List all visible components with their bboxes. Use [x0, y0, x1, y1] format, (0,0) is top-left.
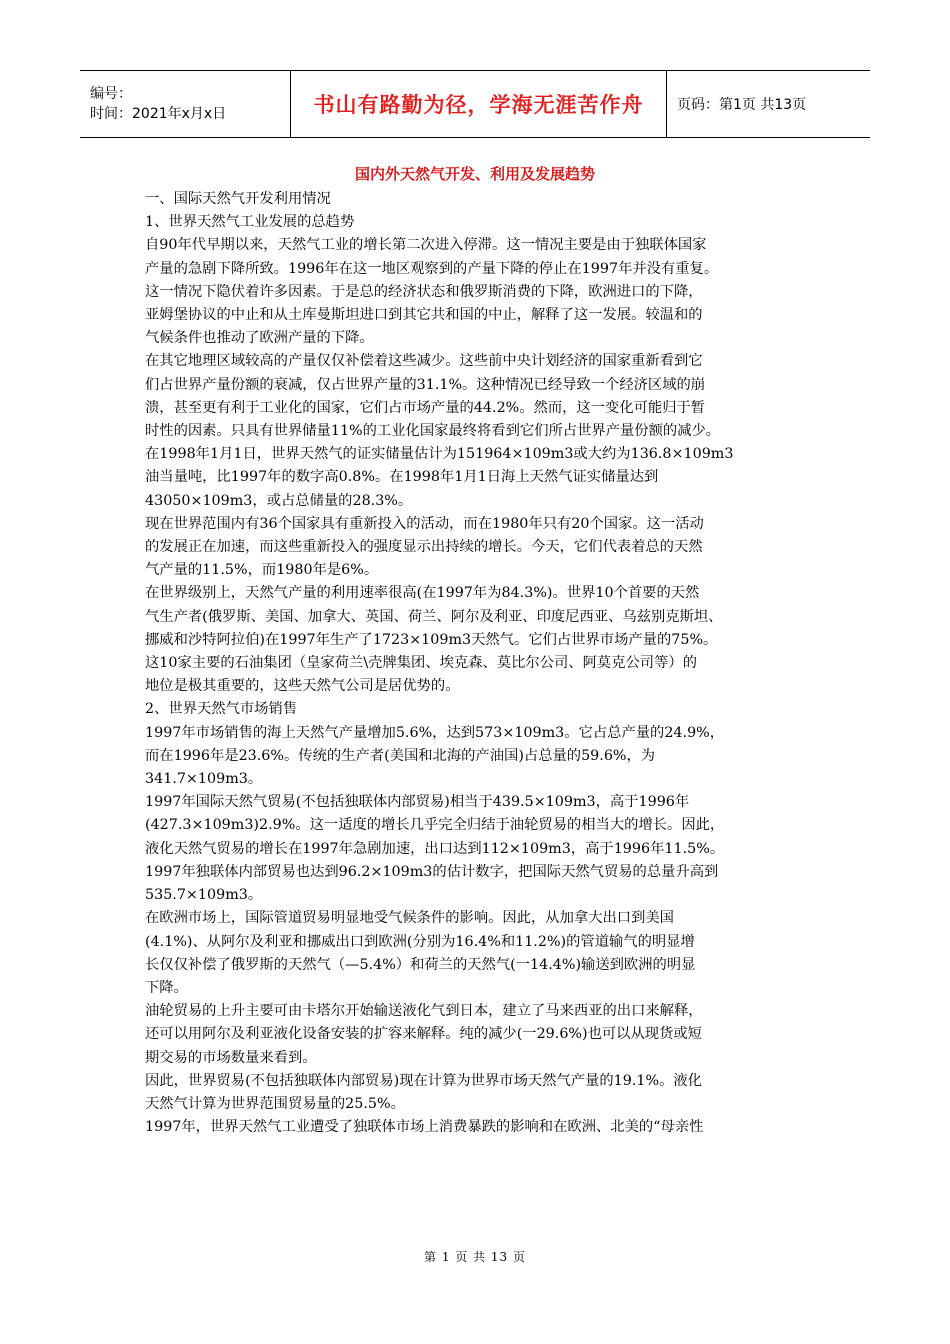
header-motto-cell [291, 71, 667, 137]
text-line: 期交易的市场数量来看到。 [145, 1049, 317, 1066]
text-line: 下降。 [145, 979, 188, 996]
text-line: 535.7×109m3。 [145, 887, 263, 904]
text-line: 还可以用阿尔及利亚液化设备安装的扩容来解释。纯的减少(一29.6%)也可以从现货或短 [145, 1026, 702, 1043]
text-line: 这10家主要的石油集团（皇家荷兰\壳牌集团、埃克森、莫比尔公司、阿莫克公司等）的 [145, 655, 697, 672]
header-left-cell [80, 71, 291, 137]
text-line: 气生产者(俄罗斯、美国、加拿大、英国、荷兰、阿尔及利亚、印度尼西亚、乌兹别克斯坦、 [145, 608, 723, 625]
text-line: 自90年代早期以来，天然气工业的增长第二次进入停滞。这一情况主要是由于独联体国家 [145, 237, 707, 254]
text-line: 的发展正在加速，而这些重新投入的强度显示出持续的增长。今天，它们代表着总的天然 [145, 539, 703, 556]
text-line: 产量的急剧下降所致。1996年在这一地区观察到的产量下降的停止在1997年并没有重复。 [145, 260, 719, 277]
text-line: 亚姆堡协议的中止和从土库曼斯坦进口到其它共和国的中止，解释了这一发展。较温和的 [145, 307, 703, 324]
text-line: 43050×109m3，或占总储量的28.3%。 [145, 492, 413, 509]
motto-text: 书山有路勤为径，学海无涯苦作舟 [313, 93, 644, 117]
text-line: 时性的因素。只具有世界储量11%的工业化国家最终将看到它们所占世界产量份额的减少。 [145, 423, 721, 440]
text-line: 现在世界范围内有36个国家具有重新投入的活动，而在1980年只有20个国家。这一活动 [145, 515, 704, 532]
text-line: 液化天然气贸易的增长在1997年急剧加速，出口达到112×109m3，高于1996年11.5%。 [145, 840, 725, 857]
text-line: 341.7×109m3。 [145, 771, 263, 788]
text-line: 在欧洲市场上，国际管道贸易明显地受气候条件的影响。因此，从加拿大出口到美国 [145, 910, 674, 927]
text-line: 在世界级别上，天然气产量的利用速率很高(在1997年为84.3%)。世界10个首要的天然 [145, 585, 700, 602]
header-page-cell [667, 71, 870, 137]
text-line: 地位是极其重要的，这些天然气公司是居优势的。 [145, 678, 460, 695]
header-table [80, 70, 870, 138]
text-line: 2、世界天然气市场销售 [145, 701, 298, 718]
text-line: (4.1%)、从阿尔及利亚和挪威出口到欧洲(分别为16.4%和11.2%)的管道输气的明显增 [145, 933, 695, 950]
text-line: 这一情况下隐伏着许多因素。于是总的经济状态和俄罗斯消费的下降，欧洲进口的下降， [145, 283, 703, 300]
text-line: (427.3×109m3)2.9%。这一适度的增长几乎完全归结于油轮贸易的相当大的增长。因此， [145, 817, 725, 834]
text-line: 1997年市场销售的海上天然气产量增加5.6%，达到573×109m3。它占总产量的24.9%， [145, 724, 725, 741]
document-title: 国内外天然气开发、利用及发展趋势 [354, 165, 595, 183]
text-line: 油当量吨，比1997年的数字高0.8%。在1998年1月1日海上天然气证实储量达到 [145, 469, 659, 486]
text-line: 因此，世界贸易(不包括独联体内部贸易)现在计算为世界市场天然气产量的19.1%。液化 [145, 1072, 702, 1089]
page-info: 页码：第1页 共13页 [677, 97, 807, 113]
text-line: 溃，甚至更有利于工业化的国家，它们占市场产量的44.2%。然而，这一变化可能归于暂 [145, 399, 706, 416]
date-label: 时间：2021年x月x日 [90, 106, 227, 122]
text-line: 气候条件也推动了欧洲产量的下降。 [145, 330, 374, 347]
text-line: 一、国际天然气开发利用情况 [145, 191, 331, 207]
document-body [145, 188, 825, 1139]
text-line: 油轮贸易的上升主要可由卡塔尔开始输送液化气到日本，建立了马来西亚的出口来解释， [145, 1003, 703, 1020]
text-line: 气产量的11.5%，而1980年是6%。 [145, 562, 379, 579]
number-label: 编号： [90, 86, 132, 102]
text-line: 1997年独联体内部贸易也达到96.2×109m3的估计数字，把国际天然气贸易的总量升高到 [145, 863, 719, 880]
text-line: 在其它地理区域较高的产量仅仅补偿着这些减少。这些前中央计划经济的国家重新看到它 [145, 353, 703, 370]
page-footer: 第 1 页 共 13 页 [424, 1250, 526, 1264]
text-line: 1997年国际天然气贸易(不包括独联体内部贸易)相当于439.5×109m3，高于1996年 [145, 794, 690, 811]
text-line: 天然气计算为世界范围贸易量的25.5%。 [145, 1095, 405, 1112]
text-line: 挪威和沙特阿拉伯)在1997年生产了1723×109m3天然气。它们占世界市场产量的75%。 [145, 631, 718, 648]
text-line: 而在1996年是23.6%。传统的生产者(美国和北海的产油国)占总量的59.6%，为 [145, 747, 656, 764]
text-line: 在1998年1月1日，世界天然气的证实储量估计为151964×109m3或大约为136.8×109m3 [145, 446, 734, 463]
text-line: 们占世界产量份额的衰减，仅占世界产量的31.1%。这种情况已经导致一个经济区域的崩 [145, 376, 706, 393]
text-line: 1、世界天然气工业发展的总趋势 [145, 214, 355, 231]
text-line: 1997年，世界天然气工业遭受了独联体市场上消费暴跌的影响和在欧洲、北美的“母亲性 [145, 1119, 704, 1136]
text-line: 长仅仅补偿了俄罗斯的天然气（—5.4%）和荷兰的天然气(一14.4%)输送到欧洲的明显 [145, 956, 696, 973]
